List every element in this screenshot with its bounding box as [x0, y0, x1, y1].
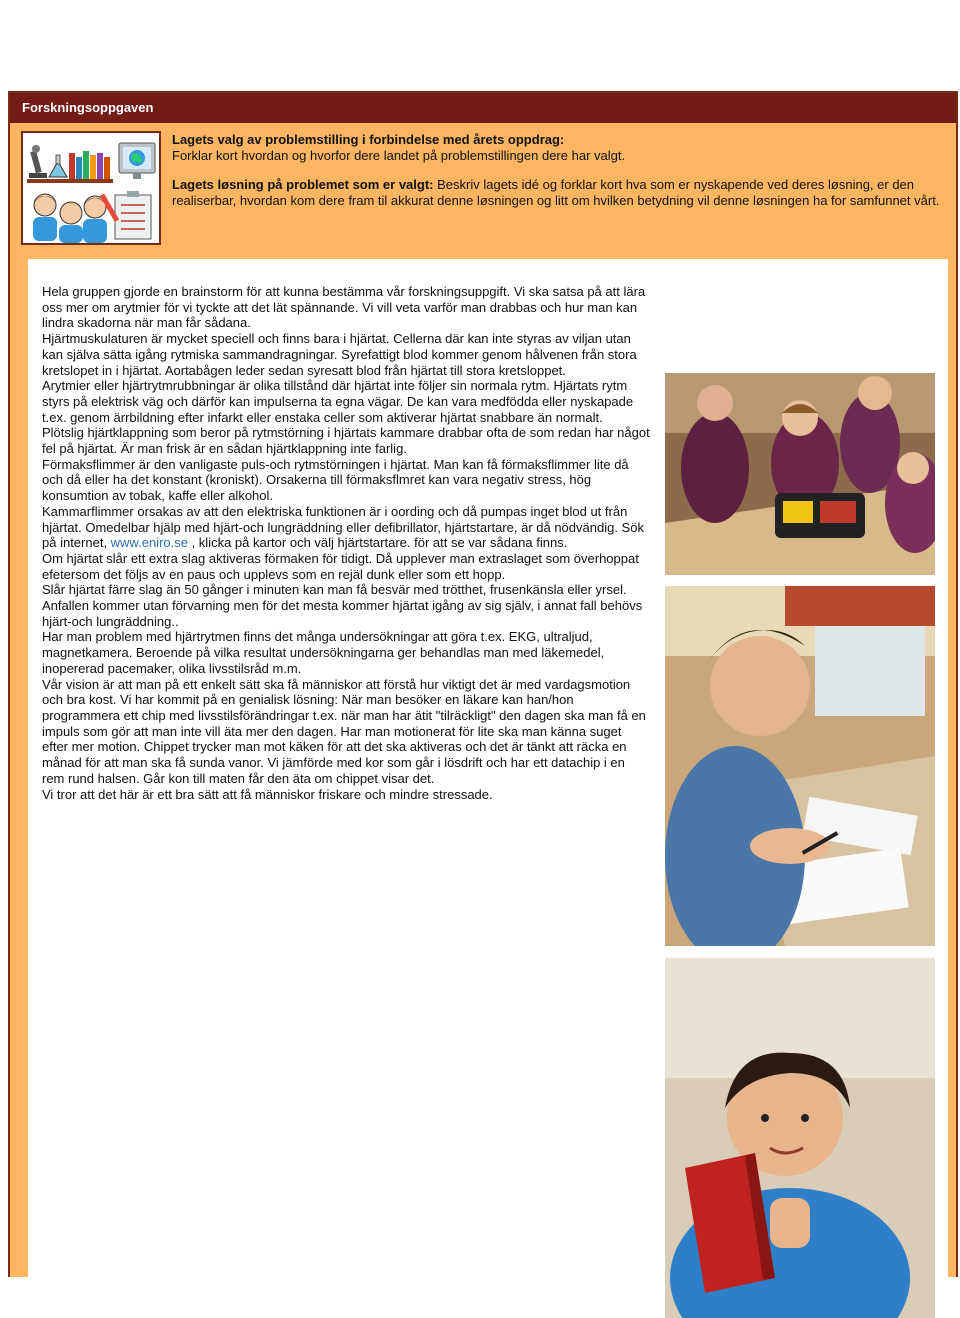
paragraph-atrial-fibrillation: Förmaksflimmer är den vanligaste puls-och rytmstörningen i hjärtat. Man kan få förmaksflimmer lite då och då eller ha det konstant (kroniskt). Orsakerna till förmaksflmret kan vara negativ stress, hög konsumtion av tobak, kaffe eller alkohol. [42, 456, 629, 504]
research-task-panel [8, 91, 958, 1277]
photo-group-at-table [665, 373, 935, 575]
task-instructions [172, 132, 952, 222]
paragraph-examinations: Har man problem med hjärtrytmen finns det många undersökningar att göra t.ex. EKG, ultraljud, magnetkamera. Beroende på vilka resultat undersökningarna ger behandlas man med läkemedel, inopererad pacemaker, olika livsstilsråd m.m. [42, 629, 605, 676]
problem-choice-heading: Lagets valg av problemstilling i forbindelse med årets oppdrag: [172, 132, 565, 147]
problem-choice-text: Forklar kort hvordan og hvorfor dere landet på problemstillingen dere har valgt. [172, 148, 626, 163]
research-illustration-icon [23, 133, 159, 243]
answer-text [42, 284, 650, 802]
paragraph-extra-beat: Om hjärtat slår ett extra slag aktiveras förmaken för tidigt. Då upplever man extraslaget som överhoppat efetersom det följs av en paus och upplevs som en rejäl dunk eller som ett hopp. [42, 550, 639, 582]
paragraph-arrhythmia: Arytmier eller hjärtrytmrubbningar är olika tillstånd där hjärtat inte följer sin normala rytm. Hjärtats rytm styrs på elektrisk väg och därför kan impulserna ta egna vägar. De kan vara medfödda eller nyskapade t.ex. genom ärrbildning efter infarkt eller enstaka celler som aktiverar hjärtat snabbare än normalt. [42, 378, 634, 425]
vf-text-before: Kammarflimmer orsakas av att den elektriska funktionen är i oording och då pumpas inget blod ut från hjärtat. Omedelbar hjälp med hjärt-och lungräddning eller defibrillator, hjärtstartare, är då nödvändig. Sök på internet, [42, 503, 644, 551]
research-logo-illustration [21, 131, 161, 245]
solution-text: Beskriv lagets idé og forklar kort hva som er nyskapende ved deres løsning, er den realiserbar, hvordan kom dere fram til akkurat denne løsningen og litt om hvilken betydning vil denne løsningen ha for samfunnet vårt. [172, 177, 940, 208]
paragraph-vision: Vår vision är att man på ett enkelt sätt ska få människor att förstå hur viktigt det är med vardagsmotion och bra kost. Vi har kommit på en genialisk lösning: När man besöker en läkare kan han/hon programmera ett chip med livsstilsförändringar t.ex. när man har ätit "tilräckligt" den dagen ska man få en impuls som gör att man inte vill äta mer den dagen. Har man motionerat för lite ska man känna suget efter mer motion. Chippet trycker man mot käken för att det ska aktiveras och det är tänkt att räcka en månad för att man ska få sunda vanor. Vi jämförde med kor som går i lösdrift och har ett datachip i en rem rund halsen. Går kon till maten får den äta om chippet visar det. [42, 676, 646, 786]
photo-boy-writing [665, 586, 935, 946]
paragraph-slow-heart: Slår hjärtat färre slag än 50 gånger i minuten kan man få besvär med trötthet, frusenkänsla eller yrsel. Anfallen kommer utan förvarning men för det mesta kommer hjärtat igång av sig själv, i annat fall behövs hjärt-och lungräddning.. [42, 582, 643, 629]
paragraph-palpitations: Plötslig hjärtklappning som beror på rytmstörning i hjärtats kammare drabbar ofta de som redan har något fel på hjärtat. Är man frisk är en sådan hjärtklappning inte farlig. [42, 425, 650, 457]
section-title: Forskningsoppgaven [10, 93, 956, 123]
photo-boy-with-book [665, 958, 935, 1318]
eniro-link[interactable]: www.eniro.se [110, 535, 188, 551]
vf-text-after: , klicka på kartor och välj hjärtstartare. för att se var sådana finns. [187, 535, 568, 551]
paragraph-ventricular-fibrillation [42, 504, 650, 551]
problem-choice-block [172, 132, 952, 164]
paragraph-brainstorm: Hela gruppen gjorde en brainstorm för att kunna bestämma vår forskningsuppgift. Vi ska satsa på att lära oss mer om arytmier för vi tyckte att det lät spännande. Vi vill veta varför man drabbas och hur man kan lindra skadorna när man får sådana. [42, 284, 646, 331]
paragraph-heart-muscle: Hjärtmuskulaturen är mycket speciell och finns bara i hjärtat. Cellerna där kan inte styras av viljan utan kan själva sätta igång rytmiska sammandragningar. Syrefattigt blod kommer genom hålvenen från stora kretslopet in i hjärtat. Aortabågen leder sedan syresatt blod från hjärtat till stora kretsloppet. [42, 331, 637, 378]
solution-heading: Lagets løsning på problemet som er valgt: [172, 177, 434, 192]
paragraph-conclusion: Vi tror att det här är ett bra sätt att få människor friskare och mindre stressade. [42, 786, 493, 802]
answer-content-area [28, 259, 948, 1279]
solution-block [172, 177, 952, 209]
